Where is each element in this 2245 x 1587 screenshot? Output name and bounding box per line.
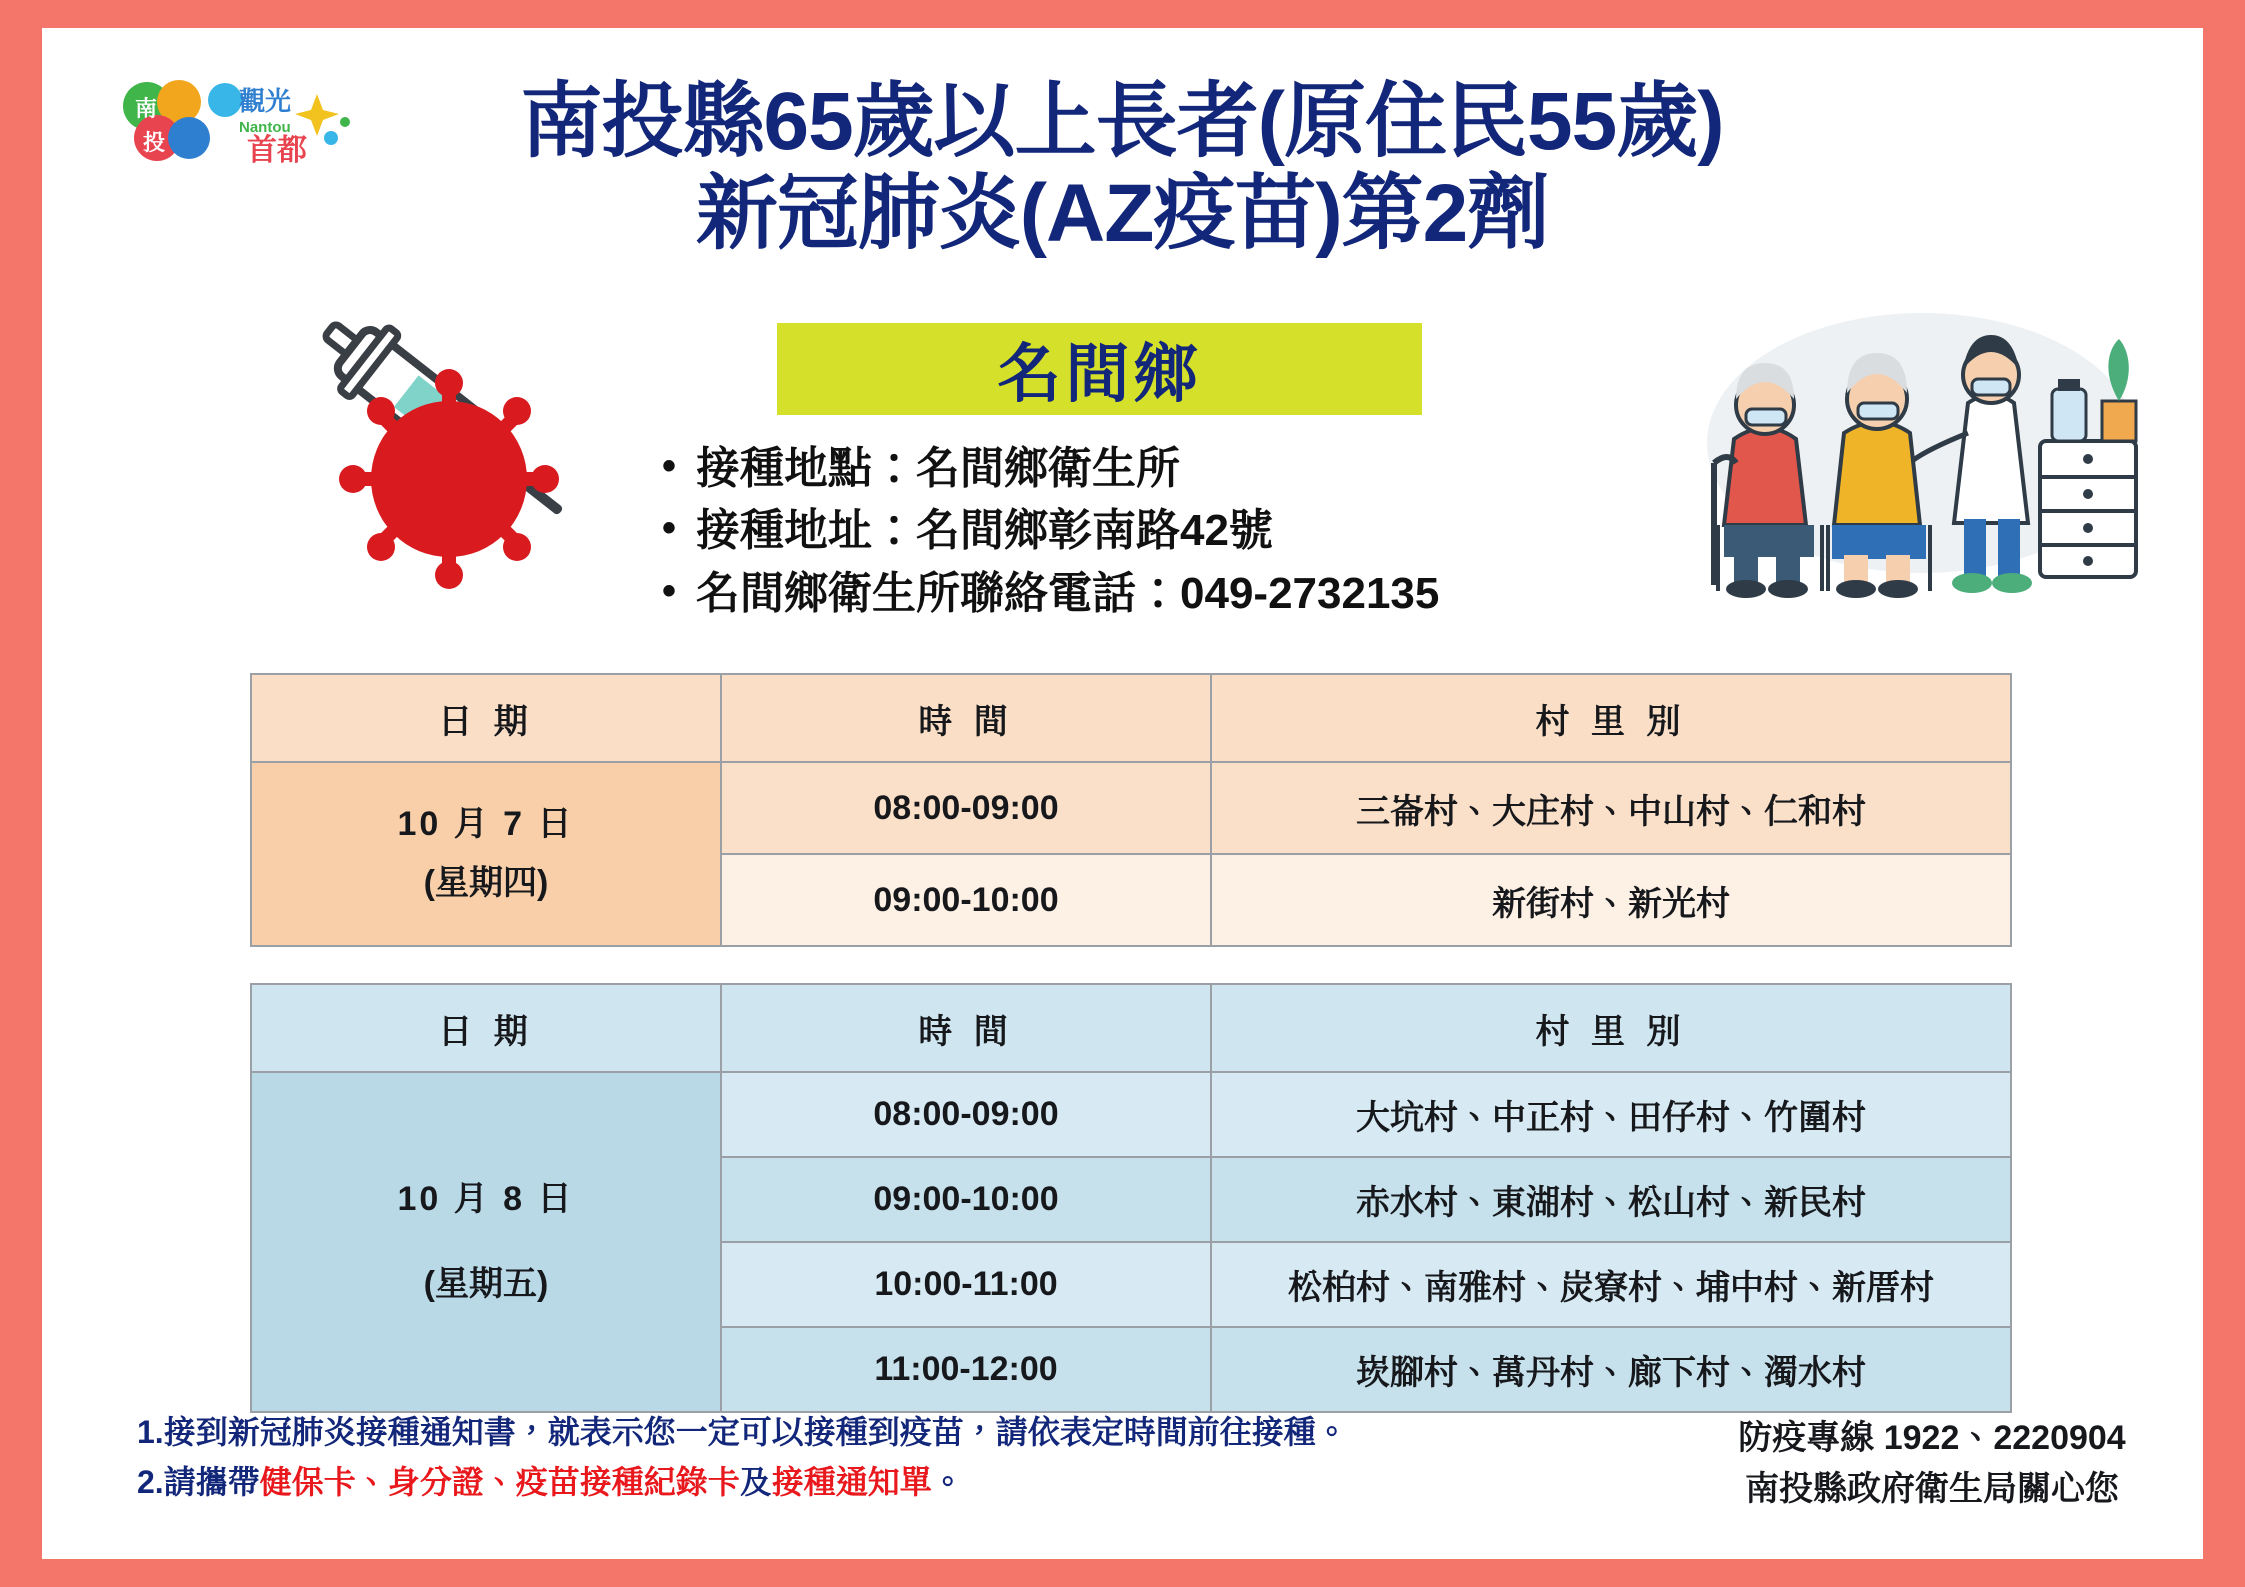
bullet-icon: •: [662, 568, 677, 613]
header-date: 日 期: [251, 984, 721, 1072]
info-phone-text: 名間鄉衛生所聯絡電話：049-2732135: [696, 568, 1440, 618]
info-row-phone: [662, 563, 1712, 625]
svg-text:Nantou: Nantou: [239, 119, 291, 136]
info-address-text: 接種地址：名間鄉彰南路42號: [696, 506, 1273, 556]
cell-villages: 三崙村、大庄村、中山村、仁和村: [1211, 762, 2011, 854]
date-line2: (星期四): [423, 864, 549, 902]
table-row: [251, 762, 2011, 854]
date-line1: 10 月 8 日: [397, 1179, 575, 1218]
svg-text:投: 投: [143, 130, 166, 155]
cell-villages: 崁腳村、萬丹村、廊下村、濁水村: [1211, 1327, 2011, 1412]
table-header-row: [251, 674, 2011, 762]
cell-time: 08:00-09:00: [721, 762, 1211, 854]
table-row: [251, 1072, 2011, 1157]
bullet-icon: •: [662, 444, 677, 488]
cell-villages: 赤水村、東湖村、松山村、新民村: [1211, 1157, 2011, 1242]
header-date: 日 期: [251, 674, 721, 762]
nantou-tourism-logo: [117, 76, 352, 181]
cell-villages: 大坑村、中正村、田仔村、竹圍村: [1211, 1072, 2011, 1157]
info-location-text: 接種地點：名間鄉衛生所: [696, 444, 1180, 493]
footer-note2-highlight: 健保卡、身分證、疫苗接種紀錄卡: [259, 1463, 740, 1500]
page-title-line1: 南投縣65歲以上長者(原住民55歲): [520, 76, 1724, 167]
table-header-row: [251, 984, 2011, 1072]
footer-note-1: 1.接到新冠肺炎接種通知書，就表示您一定可以接種到疫苗，請依表定時間前往接種。: [137, 1414, 1348, 1450]
footer-notes: [137, 1408, 1657, 1507]
footer-note2-suffix: 。: [931, 1463, 964, 1500]
svg-text:首都: 首都: [247, 134, 307, 167]
schedule-table-oct8: [250, 983, 2012, 1413]
header-village: 村 里 別: [1211, 674, 2011, 762]
date-line2: (星期五): [423, 1265, 549, 1303]
header-time: 時 間: [721, 674, 1211, 762]
poster-canvas: [42, 28, 2203, 1559]
date-line1: 10 月 7 日: [397, 804, 575, 843]
info-row-location: [662, 438, 1712, 500]
page-title-line2: 新冠肺炎(AZ疫苗)第2劑: [695, 167, 1549, 259]
organization-text: 南投縣政府衛生局關心您: [1745, 1470, 2119, 1508]
svg-text:觀光: 觀光: [239, 86, 292, 116]
header-time: 時 間: [721, 984, 1211, 1072]
township-banner: 名間鄉: [777, 323, 1422, 415]
cell-date-oct8: [251, 1072, 721, 1412]
venue-info-list: [662, 438, 1712, 625]
bullet-icon: •: [662, 506, 677, 551]
footer-note-2: [137, 1458, 1657, 1508]
svg-text:南: 南: [135, 96, 158, 121]
cell-villages: 松柏村、南雅村、炭寮村、埔中村、新厝村: [1211, 1242, 2011, 1327]
header-village: 村 里 別: [1211, 984, 2011, 1072]
footer-contact: [1682, 1413, 2182, 1515]
cell-time: 11:00-12:00: [721, 1327, 1211, 1412]
cell-time: 10:00-11:00: [721, 1242, 1211, 1327]
hotline-text: 防疫專線 1922、2220904: [1738, 1419, 2126, 1457]
cell-date-oct7: [251, 762, 721, 946]
syringe-virus-illustration: [237, 283, 657, 613]
schedule-table-oct7: [250, 673, 2012, 947]
footer-note2-prefix: 2.請攜帶: [137, 1463, 260, 1500]
cell-time: 09:00-10:00: [721, 854, 1211, 946]
cell-villages: 新街村、新光村: [1211, 854, 2011, 946]
cell-time: 09:00-10:00: [721, 1157, 1211, 1242]
cell-time: 08:00-09:00: [721, 1072, 1211, 1157]
info-row-address: [662, 500, 1712, 562]
page-title: [342, 76, 1902, 260]
footer-note2-mid: 及: [739, 1463, 772, 1500]
vaccination-illustration: [1672, 293, 2162, 613]
footer-note2-highlight2: 接種通知單: [771, 1463, 932, 1500]
